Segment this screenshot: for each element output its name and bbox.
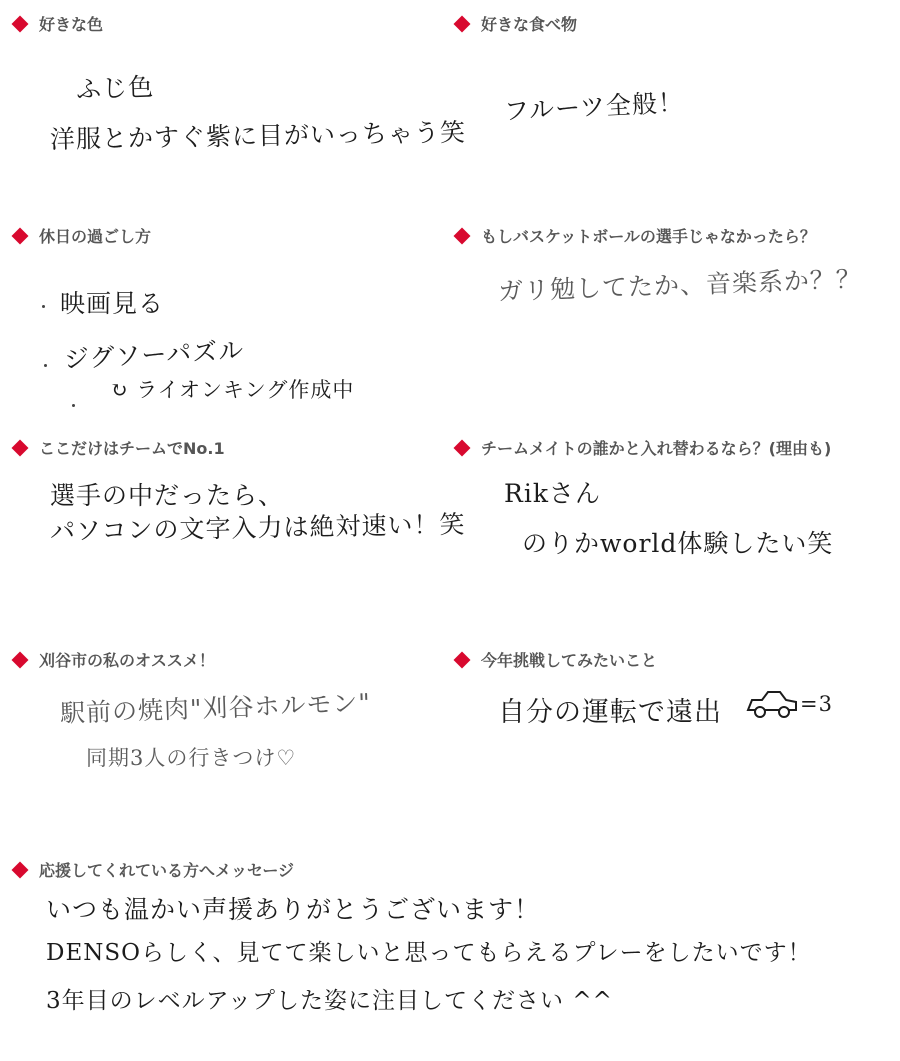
heading-kariya-recommendation (14, 648, 215, 671)
handwritten-answer-line: =3 (800, 692, 833, 716)
heading-text: 刈谷市の私のオススメ！ (39, 651, 215, 670)
heading-swap-teammate (456, 436, 831, 459)
handwritten-answer-line: Rikさん (504, 479, 601, 508)
handwritten-answer-line: のりかworld体験したい笑 (522, 529, 834, 558)
handwritten-answer-line: ジグソーパズル (63, 335, 245, 374)
heading-if-not-basketball (456, 224, 816, 247)
heading-team-no1 (14, 436, 225, 459)
heading-text: ここだけはチームでNo.1 (39, 439, 225, 458)
handwritten-answer-line: 3年目のレベルアップした姿に注目してください ^^ (46, 988, 613, 1014)
heading-holidays (14, 224, 151, 247)
heading-text: 好きな食べ物 (481, 15, 578, 34)
bullet-dot (42, 305, 45, 308)
heading-text: 休日の過ごし方 (39, 227, 152, 246)
handwritten-answer-line: 選手の中だったら、 (50, 481, 285, 510)
handwritten-answer-line: 同期3人の行きつけ♡ (86, 746, 297, 770)
red-diamond-icon (454, 227, 471, 244)
handwritten-answer-line: ガリ勉してたか、音楽系か？？ (497, 264, 863, 306)
car-doodle-icon (744, 686, 800, 720)
handwritten-answer-line: 映画見る (60, 289, 165, 318)
red-diamond-icon (12, 439, 29, 456)
handwritten-answer-line: いつも温かい声援ありがとうございます！ (46, 895, 541, 924)
heading-text: 応援してくれている方へメッセージ (39, 861, 295, 880)
handwritten-answer-line: 自分の運転で遠出 (498, 697, 722, 728)
red-diamond-icon (454, 651, 471, 668)
red-diamond-icon (12, 651, 29, 668)
handwritten-answer-line: フルーツ全般！ (503, 87, 685, 126)
heading-text: 今年挑戦してみたいこと (481, 651, 658, 670)
heading-text: チームメイトの誰かと入れ替わるなら？(理由も) (481, 439, 832, 458)
handwritten-answer-line: ふじ色 (75, 72, 155, 104)
handwritten-answer-line: パソコンの文字入力は絶対速い！笑 (49, 509, 466, 546)
handwritten-answer-line: 洋服とかすぐ紫に目がいっちゃう笑 (49, 117, 467, 154)
bullet-dot (72, 404, 75, 407)
heading-message-to-supporters (14, 858, 294, 881)
heading-text: 好きな色 (39, 15, 104, 34)
handwritten-answer-line: ↻ ライオンキング作成中 (110, 378, 355, 402)
heading-favorite-color (14, 12, 103, 35)
handwritten-answer-line: DENSOらしく、見てて楽しいと思ってもらえるプレーをしたいです！ (46, 940, 812, 966)
red-diamond-icon (12, 227, 29, 244)
bullet-dot (44, 364, 47, 367)
heading-text: もしバスケットボールの選手じゃなかったら？ (481, 227, 816, 246)
red-diamond-icon (12, 861, 29, 878)
heading-challenge-this-year (456, 648, 657, 671)
heading-favorite-food (456, 12, 577, 35)
handwritten-answer-line: 駅前の焼肉"刈谷ホルモン" (59, 688, 372, 728)
red-diamond-icon (454, 439, 471, 456)
red-diamond-icon (12, 15, 29, 32)
red-diamond-icon (454, 15, 471, 32)
